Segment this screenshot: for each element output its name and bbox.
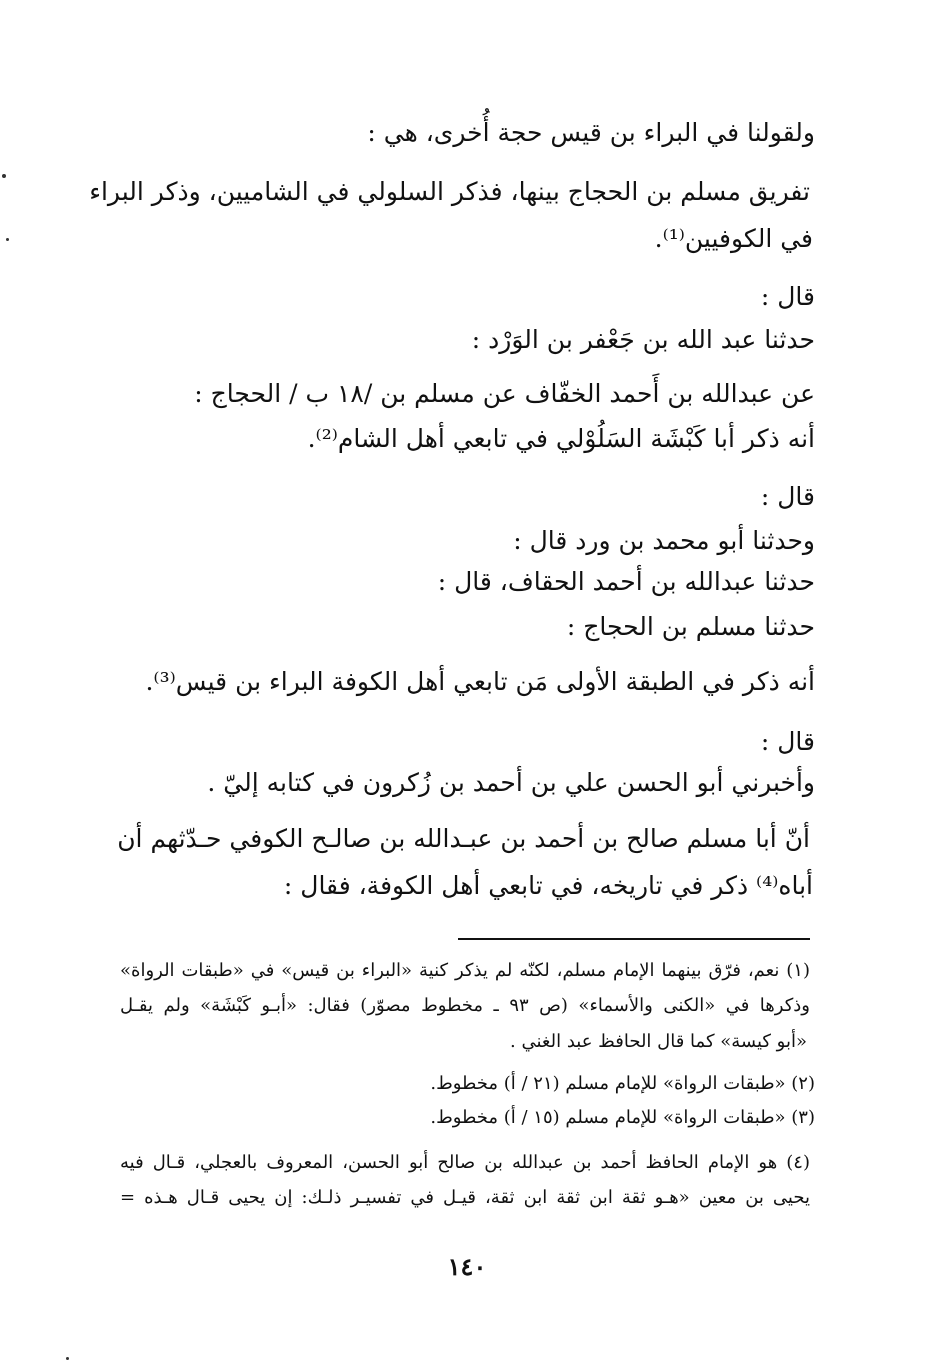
scan-speck <box>2 174 6 178</box>
footnote-line-2: وذكرها في «الكنى والأسماء» (ص ٩٣ ـ مخطوط مصوّر) فقال: «أبـو كَبْشَة» ولم يقـل <box>120 995 810 1016</box>
page-number: ١٤٠ <box>447 1252 487 1281</box>
body-line-14: وأخبرني أبو الحسن علي بن أحمد بن زُكرون في كتابه إليّ . <box>207 768 815 797</box>
body-line-5: حدثنا عبد الله بن جَعْفر بن الوَرْد : <box>471 325 815 354</box>
body-line-11: حدثنا مسلم بن الحجاج : <box>566 612 815 641</box>
footnote-line-4: (٢) «طبقات الرواة» للإمام مسلم (٢١ / أ) مخطوط. <box>430 1073 815 1094</box>
body-line-13: قال : <box>760 727 815 756</box>
body-line-16: أباه⁽⁴⁾ ذكر في تاريخه، في تابعي أهل الكوفة، فقال : <box>283 871 813 900</box>
scan-speck <box>66 1357 69 1360</box>
body-line-4: قال : <box>760 282 815 311</box>
footnote-line-5: (٣) «طبقات الرواة» للإمام مسلم (١٥ / أ) مخطوط. <box>430 1107 815 1128</box>
body-line-15: أنّ أبا مسلم صالح بن أحمد بن عبـدالله بن صالـح الكوفي حـدّثهم أن <box>117 824 810 853</box>
footnote-separator <box>458 938 810 940</box>
scan-speck <box>6 238 9 241</box>
footnote-line-7: يحيى بن معين «هـو ثقة ابن ثقة ابن ثقة، قيـل في تفسيـر ذلـك: إن يحيى قـال هـذه = <box>120 1187 810 1208</box>
footnote-line-6: (٤) هو الإمام الحافظ أحمد بن عبدالله بن صالح أبو الحسن، المعروف بالعجلي، قـال فيه <box>120 1152 810 1173</box>
body-line-6: عن عبدالله بن أَحمد الخفّاف عن مسلم بن /١٨ ب / الحجاج : <box>194 379 815 408</box>
body-line-3: في الكوفيين⁽¹⁾. <box>654 224 813 253</box>
footnote-line-1: (١) نعم، فرّق بينهما الإمام مسلم، لكنّه لم يذكر كنية «البراء بن قيس» في «طبقات الرواة» <box>120 960 810 981</box>
body-line-2: تفريق مسلم بن الحجاج بينها، فذكر السلولي في الشاميين، وذكر البراء <box>89 177 810 206</box>
footnote-line-3: «أبو كيسة» كما قال الحافظ عبد الغني . <box>510 1031 807 1052</box>
body-line-7: أنه ذكر أبا كَبْشَة السَلُوْلي في تابعي أهل الشام⁽²⁾. <box>307 424 815 453</box>
body-line-12: أنه ذكر في الطبقة الأولى مَن تابعي أهل الكوفة البراء بن قيس⁽³⁾. <box>145 667 815 696</box>
body-line-8: قال : <box>760 482 815 511</box>
body-line-9: وحدثنا أبو محمد بن ورد قال : <box>513 526 815 555</box>
body-line-1: ولقولنا في البراء بن قيس حجة أُخرى، هي : <box>367 118 815 147</box>
body-line-10: حدثنا عبدالله بن أحمد الحقاف، قال : <box>437 567 815 596</box>
